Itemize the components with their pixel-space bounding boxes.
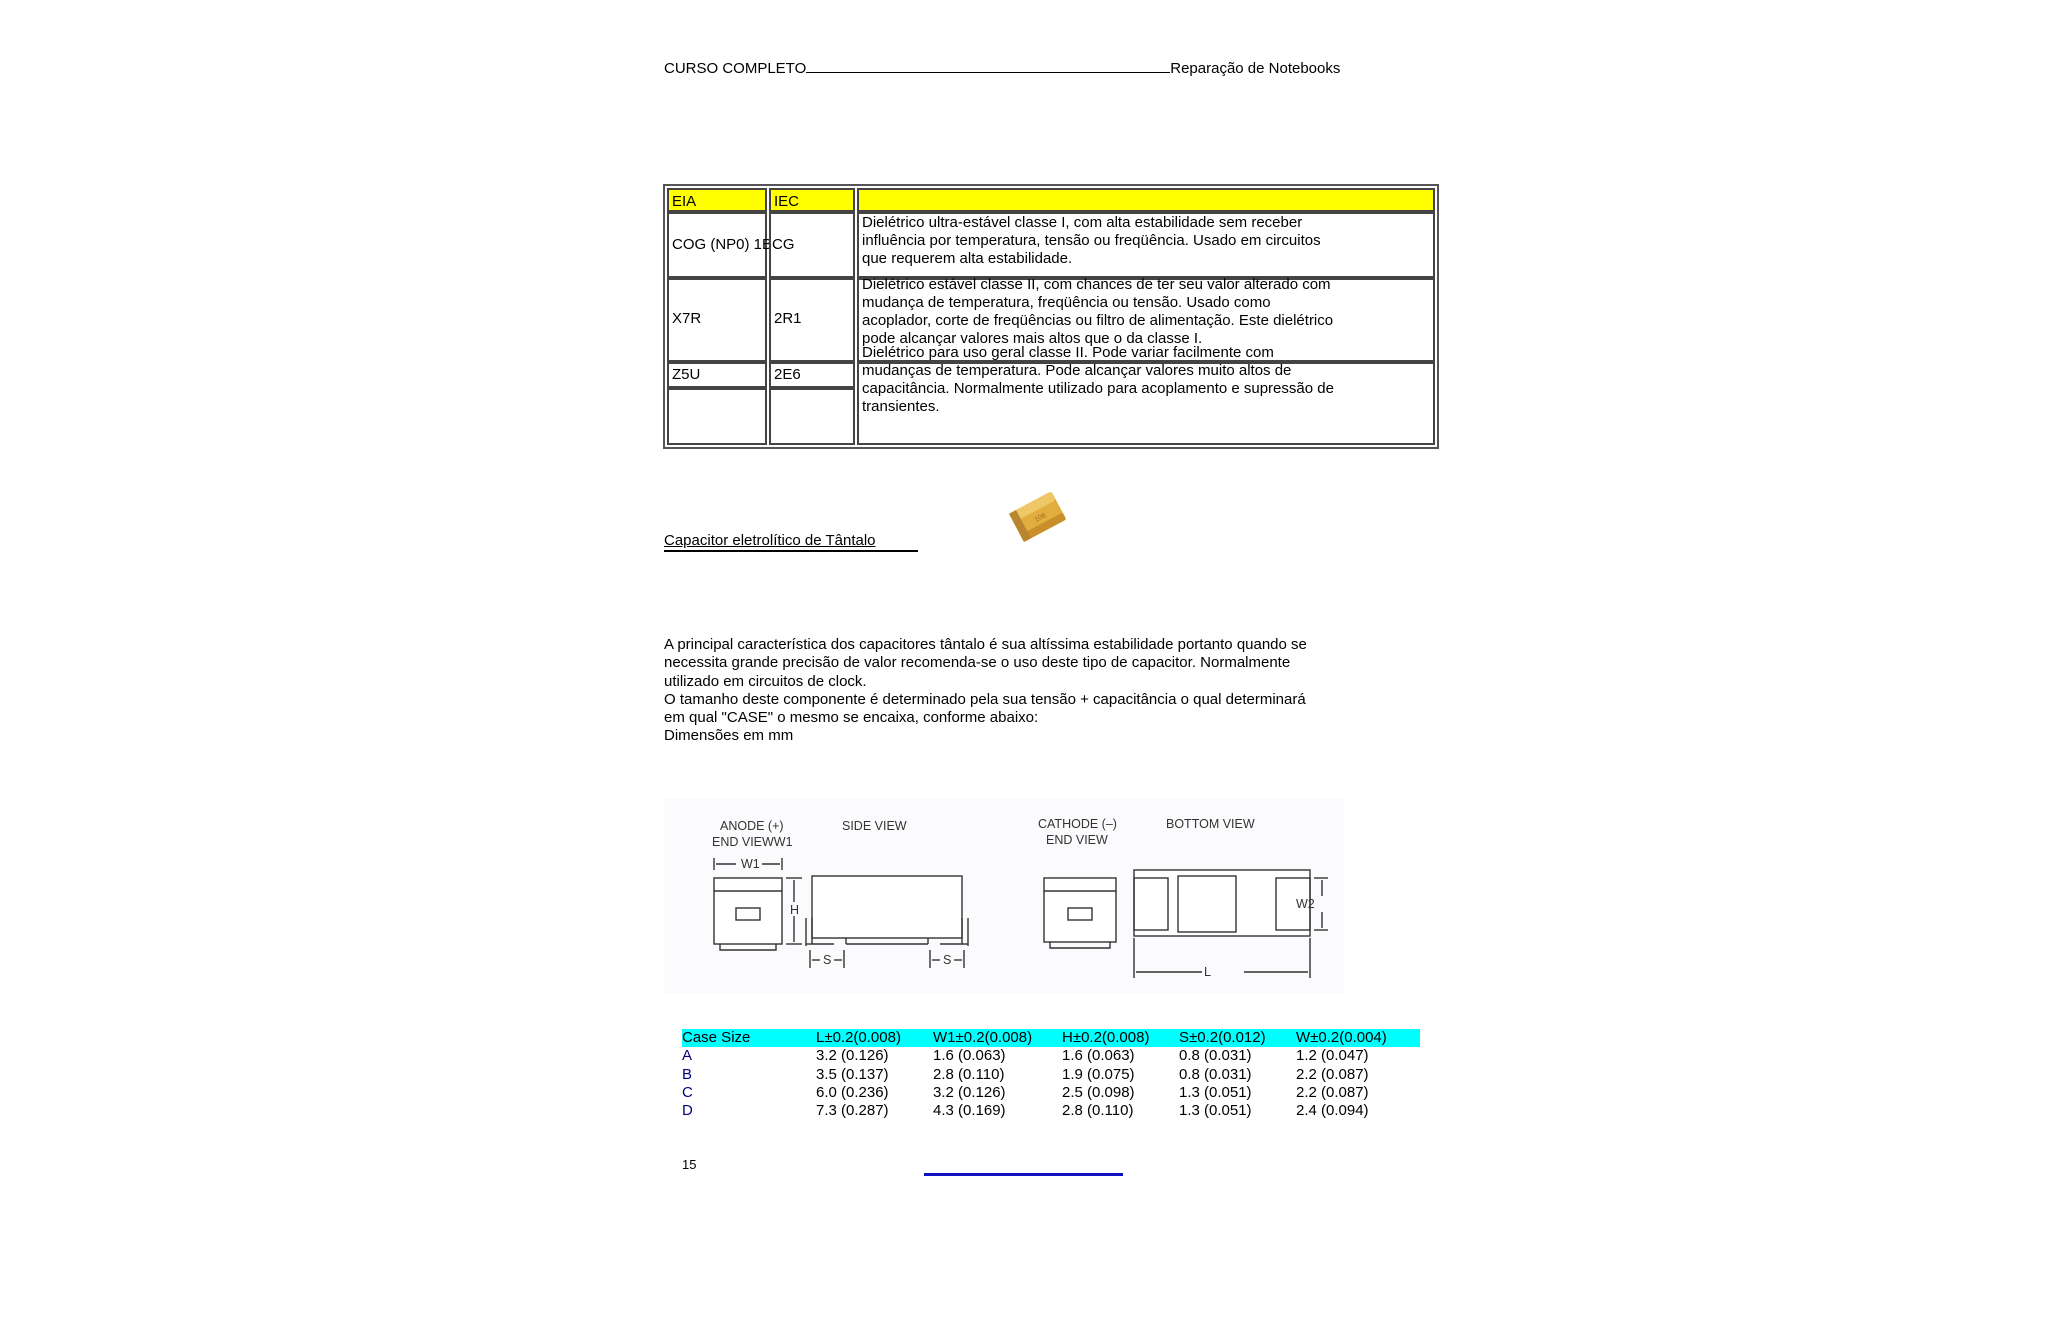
table-row-z5u-iec: 2E6	[769, 362, 855, 388]
table-row-x7r-description: Dielétrico estável classe II, com chances de ter seu valor alterado com mudança de temperatura, freqüência ou tensão. Usado como acoplador, corte de freqüências ou filtro de alimentação. Este dielétrico pode alcançar valores mais altos que o da classe I.	[857, 278, 1435, 362]
table-row-cog-iec	[769, 212, 855, 278]
table-row-empty-iec	[769, 388, 855, 445]
table-row	[682, 1047, 1420, 1065]
case-letter: B	[682, 1065, 693, 1083]
table-cell: 1.9 (0.075)	[1062, 1065, 1135, 1083]
paragraph-line: A principal característica dos capacitores tântalo é sua altíssima estabilidade portanto quando se	[664, 636, 1307, 653]
table-cell: 6.0 (0.236)	[816, 1083, 889, 1101]
table-header-row	[682, 1029, 1420, 1047]
bottom-view-label: BOTTOM VIEW	[1166, 817, 1255, 831]
w2-label: W2	[1296, 897, 1315, 911]
anode-end-label: END VIEWW1	[712, 835, 793, 849]
header-right-text: Reparação de Notebooks	[1170, 60, 1341, 77]
svg-text:106: 106	[1033, 512, 1048, 524]
table-row-z5u-eia: Z5U	[667, 362, 767, 388]
table-row-empty-eia	[667, 388, 767, 445]
paragraph-line: Dimensões em mm	[664, 727, 794, 745]
header-case-size: Case Size	[682, 1029, 751, 1046]
table-cell: 2.8 (0.110)	[1062, 1102, 1134, 1120]
table-cell: 3.2 (0.126)	[933, 1083, 1006, 1101]
table-cell: 1.3 (0.051)	[1179, 1083, 1252, 1101]
case-letter: D	[682, 1102, 693, 1120]
table-cell: 1.6 (0.063)	[1062, 1047, 1135, 1065]
table-cell: 7.3 (0.287)	[816, 1102, 889, 1120]
tantalum-section-title: Capacitor eletrolítico de Tântalo	[664, 532, 876, 549]
anode-label: ANODE (+)	[720, 819, 784, 833]
header-left-text: CURSO COMPLETO	[664, 60, 807, 77]
tantalum-description	[664, 636, 1307, 746]
paragraph-line: O tamanho deste componente é determinado pela sua tensão + capacitância o qual determinará	[664, 690, 1306, 708]
l-label: L	[1204, 965, 1211, 979]
case-size-table	[682, 1029, 1420, 1120]
table-cell: 4.3 (0.169)	[933, 1102, 1006, 1120]
table-cell: 0.8 (0.031)	[1179, 1065, 1252, 1083]
page-number: 15	[682, 1157, 697, 1172]
table-cell: 3.2 (0.126)	[816, 1047, 889, 1065]
h-label: H	[790, 903, 800, 917]
table-row-x7r-eia: X7R	[667, 278, 767, 362]
title-underline	[664, 550, 918, 552]
cathode-label: CATHODE (–)	[1038, 817, 1117, 831]
paragraph-line: necessita grande precisão de valor recomenda-se o uso deste tipo de capacitor. Normalmente	[664, 654, 1291, 672]
header-l: L±0.2(0.008)	[816, 1029, 901, 1046]
table-header-iec: IEC	[769, 188, 855, 212]
table-cell: 1.6 (0.063)	[933, 1047, 1006, 1065]
paragraph-line: em qual "CASE" o mesmo se encaixa, conforme abaixo:	[664, 709, 1039, 727]
table-cell: 3.5 (0.137)	[816, 1065, 889, 1083]
table-cell: 1.2 (0.047)	[1296, 1047, 1369, 1065]
case-letter: C	[682, 1083, 693, 1101]
header-rule	[806, 60, 1170, 73]
table-cell: 2.2 (0.087)	[1296, 1083, 1369, 1101]
table-row	[682, 1084, 1420, 1102]
table-row	[682, 1066, 1420, 1084]
table-row-cog-description: Dielétrico ultra-estável classe I, com alta estabilidade sem receber influência por temperatura, tensão ou freqüência. Usado em circuitos que requerem alta estabilidade.	[857, 212, 1435, 278]
s-label-right: S	[943, 953, 952, 967]
tantalum-capacitor-image	[1004, 482, 1074, 557]
header-w1: W1±0.2(0.008)	[933, 1029, 1033, 1046]
table-header-description	[857, 188, 1435, 212]
table-cell: 2.2 (0.087)	[1296, 1065, 1369, 1083]
table-row-x7r-iec: 2R1	[769, 278, 855, 362]
paragraph-line: utilizado em circuitos de clock.	[664, 672, 867, 690]
table-cell: 0.8 (0.031)	[1179, 1047, 1252, 1065]
w1-label: W1	[741, 857, 760, 871]
header-w: W±0.2(0.004)	[1296, 1029, 1387, 1046]
side-view-label: SIDE VIEW	[842, 819, 907, 833]
case-letter: A	[682, 1047, 693, 1065]
table-cell: 2.5 (0.098)	[1062, 1083, 1135, 1101]
table-row	[682, 1102, 1420, 1120]
table-header-eia: EIA	[667, 188, 767, 212]
table-cell: 2.8 (0.110)	[933, 1065, 1005, 1083]
cathode-end-label: END VIEW	[1046, 833, 1108, 847]
header-s: S±0.2(0.012)	[1179, 1029, 1266, 1046]
table-cell: 2.4 (0.094)	[1296, 1102, 1369, 1120]
header-h: H±0.2(0.008)	[1062, 1029, 1150, 1046]
case-dimension-diagram	[664, 798, 1344, 994]
table-row-z5u-description: Dielétrico para uso geral classe II. Pode variar facilmente com mudanças de temperatura. Pode alcançar valores muito altos de capacitância. Normalmente utilizado para acoplamento e supressão de transientes.	[857, 362, 1435, 445]
page-header	[664, 60, 1340, 77]
footer-blue-line	[924, 1173, 1123, 1176]
table-cell: 1.3 (0.051)	[1179, 1102, 1252, 1120]
s-label-left: S	[823, 953, 832, 967]
dielectric-table	[663, 184, 1439, 449]
table-row-cog-eia: COG (NP0) 1BCG	[667, 212, 767, 278]
